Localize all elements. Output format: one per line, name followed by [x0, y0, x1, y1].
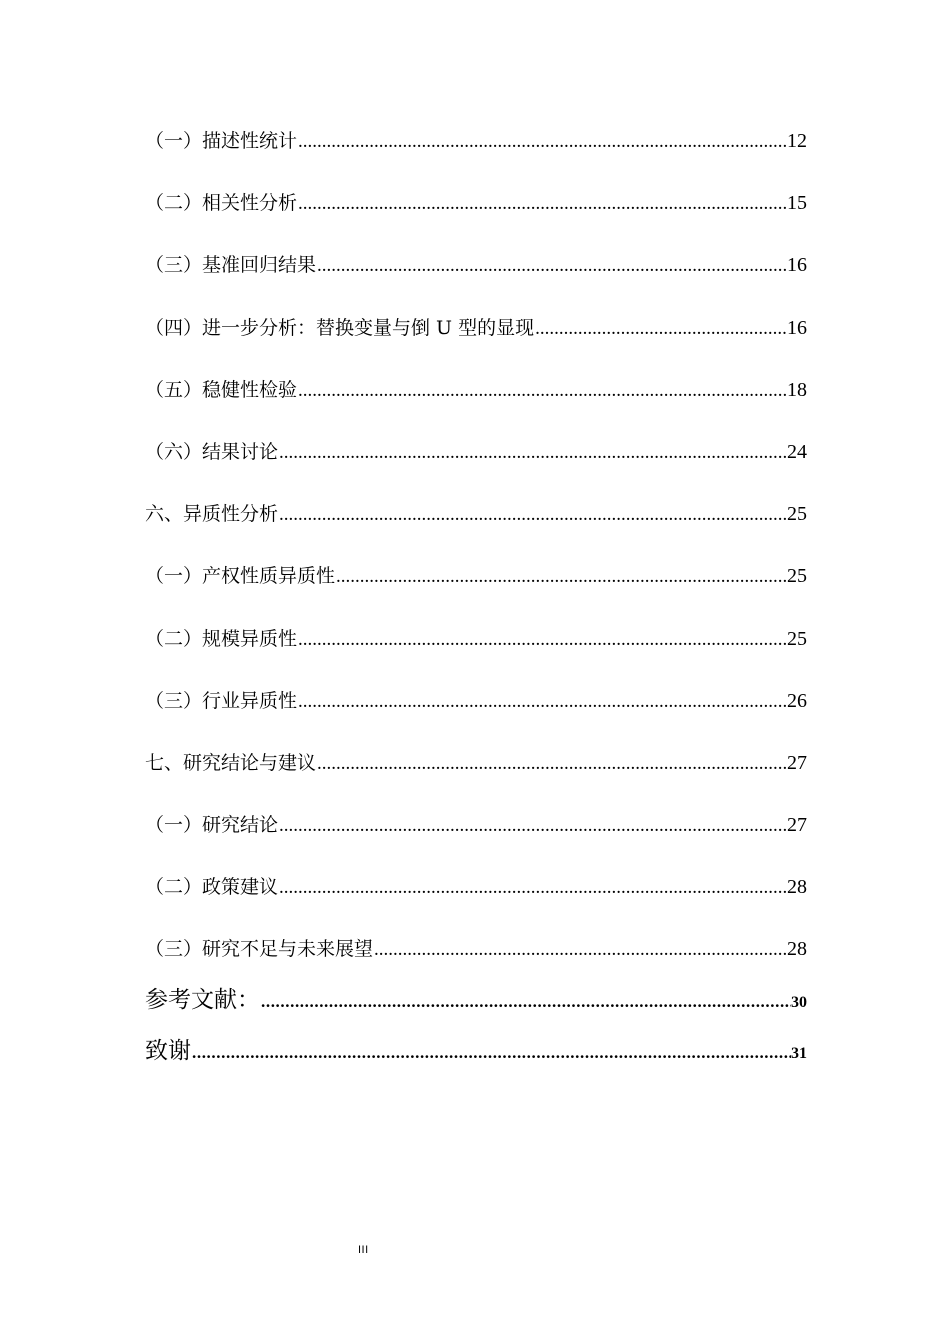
toc-entry-label: （三）行业异质性	[145, 689, 298, 712]
toc-dot-leader	[374, 930, 787, 969]
toc-entry-industry-heterogeneity[interactable]	[145, 682, 807, 744]
toc-dot-leader	[279, 433, 787, 472]
toc-entry-label: （二）相关性分析	[145, 192, 298, 215]
toc-entry-robustness-test[interactable]	[145, 371, 807, 433]
toc-entry-acknowledgements[interactable]	[145, 1031, 807, 1082]
toc-entry-label: （二）规模异质性	[145, 627, 298, 650]
table-of-contents	[145, 122, 807, 1082]
toc-entry-limitations-and-outlook[interactable]	[145, 930, 807, 980]
toc-entry-baseline-regression[interactable]	[145, 246, 807, 308]
toc-dot-leader	[298, 184, 787, 223]
toc-entry-label: 七、研究结论与建议	[145, 751, 317, 774]
toc-dot-leader	[535, 309, 787, 348]
toc-entry-policy-suggestions[interactable]	[145, 868, 807, 930]
toc-entry-descriptive-statistics[interactable]	[145, 122, 807, 184]
toc-entry-references[interactable]	[145, 980, 807, 1031]
toc-dot-leader	[317, 744, 787, 783]
toc-entry-page: 16	[787, 254, 807, 277]
toc-dot-leader	[279, 806, 787, 845]
toc-entry-label: （二）政策建议	[145, 876, 279, 899]
toc-entry-page: 18	[787, 378, 807, 401]
toc-entry-label: （四）进一步分析：替换变量与倒 U 型的显现	[145, 316, 535, 339]
toc-entry-page: 15	[787, 192, 807, 215]
toc-dot-leader	[279, 868, 787, 907]
toc-dot-leader	[336, 557, 787, 596]
toc-dot-leader	[192, 1031, 791, 1073]
toc-entry-page: 12	[787, 130, 807, 152]
toc-entry-page: 25	[787, 627, 807, 650]
page-number: III	[358, 1244, 369, 1256]
toc-entry-page: 27	[787, 751, 807, 774]
toc-entry-label: （一）描述性统计	[145, 130, 298, 152]
toc-entry-results-discussion[interactable]	[145, 433, 807, 495]
toc-entry-label: （三）研究不足与未来展望	[145, 938, 374, 961]
toc-dot-leader	[261, 980, 791, 1022]
toc-entry-label: 六、异质性分析	[145, 503, 279, 526]
toc-entry-correlation-analysis[interactable]	[145, 184, 807, 246]
toc-dot-leader	[298, 682, 787, 721]
toc-entry-label: （六）结果讨论	[145, 440, 279, 463]
toc-entry-size-heterogeneity[interactable]	[145, 620, 807, 682]
toc-entry-label: （三）基准回归结果	[145, 254, 317, 277]
toc-entry-label: （一）产权性质异质性	[145, 565, 336, 588]
toc-entry-ownership-heterogeneity[interactable]	[145, 557, 807, 619]
toc-entry-page: 25	[787, 503, 807, 526]
toc-dot-leader	[298, 371, 787, 410]
toc-entry-page: 30	[791, 994, 807, 1012]
toc-entry-page: 16	[787, 316, 807, 339]
toc-entry-label: 参考文献：	[145, 987, 260, 1014]
toc-dot-leader	[279, 495, 787, 534]
toc-entry-page: 27	[787, 814, 807, 837]
toc-entry-page: 26	[787, 689, 807, 712]
toc-dot-leader	[317, 246, 787, 285]
toc-entry-conclusions-and-suggestions[interactable]	[145, 744, 807, 806]
toc-entry-label: 致谢	[145, 1038, 191, 1065]
toc-entry-label: （五）稳健性检验	[145, 378, 298, 401]
toc-entry-heterogeneity-analysis[interactable]	[145, 495, 807, 557]
toc-entry-research-conclusions[interactable]	[145, 806, 807, 868]
toc-entry-page: 28	[787, 938, 807, 961]
toc-entry-page: 31	[791, 1045, 807, 1063]
toc-entry-label: （一）研究结论	[145, 814, 279, 837]
toc-dot-leader	[298, 620, 787, 659]
toc-entry-page: 24	[787, 440, 807, 463]
toc-entry-further-analysis[interactable]	[145, 309, 807, 371]
toc-dot-leader	[298, 122, 787, 161]
toc-entry-page: 28	[787, 876, 807, 899]
toc-entry-page: 25	[787, 565, 807, 588]
